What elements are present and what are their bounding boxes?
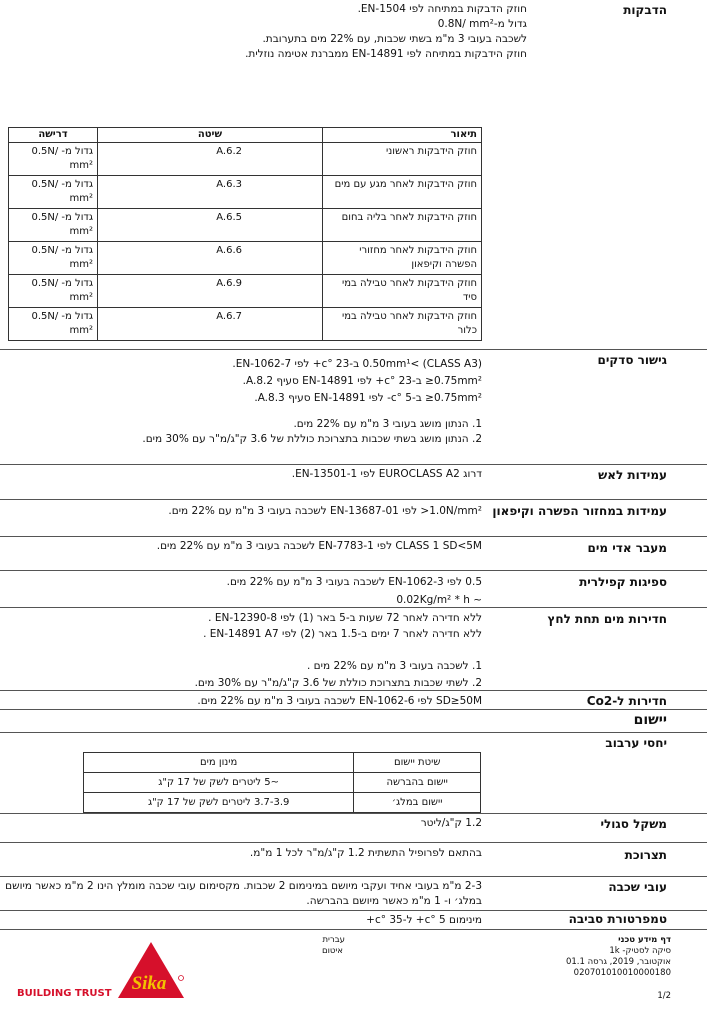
divider — [0, 709, 707, 710]
table-row — [9, 209, 482, 242]
header-method: שיטת יישום — [354, 753, 481, 773]
crack-bridging-line-3: 0.75mm²≤ ב-c° 5- לפי EN-14891 סעיף A.8.3. — [254, 392, 482, 404]
table-row — [9, 176, 482, 209]
row-method: A.6.6 — [98, 242, 323, 275]
adhesion-line-1: חוזק הדבקות במתיחה לפי EN-1504. — [357, 3, 527, 15]
adhesion-line-3: לשכבה בעובי 3 מ"מ בשתי שכבות, עם 22% מים בתערובת. — [262, 33, 527, 45]
divider — [0, 732, 707, 733]
header-req: דרישה — [9, 128, 98, 143]
table-row — [84, 773, 481, 793]
row-method: יישום במלג׳ — [354, 793, 481, 813]
density-label: משקל סגולי — [600, 817, 667, 831]
row-req: גדול מ- 0.5N/ mm² — [9, 209, 98, 242]
ambient-temp-label: טמפרטורת סביבה — [568, 912, 667, 926]
row-method: A.6.2 — [98, 143, 323, 176]
divider — [0, 842, 707, 843]
thickness-line-1: 2-3 מ"מ בעובי אחיד ועקבי מיושם במינימום 2 שכבות. מקסימום עובי שכבה מומלץ הינו 2 מ"מ כאשר מיושם — [5, 880, 482, 892]
row-water: ~5 ליטרים לשק של 17 ק"ג — [84, 773, 354, 793]
fire-label: עמידות לאש — [598, 468, 667, 482]
brand-slogan: BUILDING TRUST — [17, 988, 112, 999]
row-req: גדול מ- 0.5N/ mm² — [9, 176, 98, 209]
thickness-line-2: במלג׳ ו- 1 מ"מ כאשר מיושם בהברשה. — [306, 895, 482, 907]
mixing-ratio-label: יחסי ערבוב — [605, 736, 667, 750]
divider — [0, 813, 707, 814]
fire-text: דרוג EUROCLASS A2 לפי EN-13501-1. — [291, 468, 482, 480]
divider — [0, 349, 707, 350]
table-row — [84, 793, 481, 813]
footer-code: 020701010010000180 — [573, 968, 671, 978]
divider — [0, 570, 707, 571]
header-water: מינון מים — [84, 753, 354, 773]
crack-bridging-note-2: 2. הנתון מושג בשתי שכבות בתצרוכת כוללת של 3.6 ק"ג/מ"ר עם 30% מים. — [142, 433, 482, 445]
co2-label: חדירות ל-Co2 — [586, 694, 667, 708]
divider — [0, 929, 707, 930]
thickness-label: עובי שכבה — [608, 880, 667, 894]
divider — [0, 607, 707, 608]
vapour-label: מעבר אדי מים — [587, 541, 667, 555]
vapour-text: CLASS 1 SD<5M לפי EN-7783-1 לשכבה בעובי 3 מ"מ עם 22% מים. — [156, 540, 482, 552]
water-pressure-line-1: ללא חדירה לאחר 72 שעות ב-5 באר (1) לפי EN-12390-8 . — [208, 612, 482, 624]
row-req: גדול מ- 0.5N/ mm² — [9, 308, 98, 341]
density-text: 1.2 ק"ג/ליטר — [420, 817, 482, 829]
row-method: A.6.3 — [98, 176, 323, 209]
table-row — [9, 242, 482, 275]
row-method: A.6.7 — [98, 308, 323, 341]
row-req: גדול מ- 0.5N/ mm² — [9, 143, 98, 176]
divider — [0, 499, 707, 500]
svg-text:Sika: Sika — [131, 973, 167, 994]
footer-product: סיקה לסטיק- 1k — [609, 946, 671, 956]
table-header-row — [9, 128, 482, 143]
table-row — [9, 275, 482, 308]
application-heading: יישום — [633, 712, 667, 728]
row-method: יישום בהברשה — [354, 773, 481, 793]
water-pressure-line-2: ללא חדירה לאחר 7 ימים ב-1.5 באר (2) לפי EN-14891 A7 . — [203, 628, 482, 640]
header-method: שיטה — [98, 128, 323, 143]
row-water: 3.7-3.9 ליטרים לשק של 17 ק"ג — [84, 793, 354, 813]
divider — [0, 910, 707, 911]
row-method: A.6.5 — [98, 209, 323, 242]
sika-logo-icon — [116, 940, 186, 1000]
capillary-line-1: 0.5 לפי EN-1062-3 לשכבה בעובי 3 מ"מ עם 22% מים. — [226, 576, 482, 588]
water-pressure-note-1: 1. לשכבה בעובי 3 מ"מ עם 22% מים . — [306, 660, 482, 672]
divider — [0, 876, 707, 877]
row-desc: חוזק הידבקות לאחר מחזורי הפשרה וקיפאון — [323, 242, 482, 275]
crack-bridging-label: גישור סדקים — [597, 353, 667, 367]
sika-logo — [116, 940, 186, 1000]
divider — [0, 464, 707, 465]
mixing-ratio-table — [83, 752, 481, 813]
page-number: 1/2 — [657, 991, 671, 1001]
row-desc: חוזק הידבקות ראשוני — [323, 143, 482, 176]
table-row — [9, 308, 482, 341]
row-method: A.6.9 — [98, 275, 323, 308]
freeze-thaw-text: 1.0N/mm²< לפי EN-13687-01 לשכבה בעובי 3 מ"מ עם 22% מים. — [168, 505, 482, 517]
consumption-label: תצרוכת — [624, 848, 667, 862]
row-desc: חוזק הידבקות לאחר טבילה במי סיד — [323, 275, 482, 308]
adhesion-line-4: חוזק הידבקות במתיחה לפי EN-14891 ממברנת אטימה נוזלית. — [245, 48, 527, 60]
row-desc: חוזק הידבקות לאחר בליה בחום — [323, 209, 482, 242]
table-row — [9, 143, 482, 176]
row-req: גדול מ- 0.5N/ mm² — [9, 275, 98, 308]
crack-bridging-line-1: 0.50mm¹< (CLASS A3) ב-c° 23+ לפי EN-1062-7. — [232, 358, 482, 370]
footer-language: עברית — [322, 935, 345, 945]
row-req: גדול מ- 0.5N/ mm² — [9, 242, 98, 275]
adhesion-table — [8, 127, 482, 341]
table-header-row — [84, 753, 481, 773]
consumption-text: בהתאם לפרופיל התשתית 1.2 ק"ג/מ"ר לכל 1 מ"מ. — [249, 847, 482, 859]
divider — [0, 536, 707, 537]
crack-bridging-line-2: 0.75mm²≤ ב-c° 23+ לפי EN-14891 סעיף A.8.2. — [242, 375, 482, 387]
divider — [0, 690, 707, 691]
adhesion-line-2: גדול מ-0.8N/ mm² — [437, 18, 527, 30]
ambient-temp-text: מינימום c° 5+ ל-c° 35+ — [366, 914, 482, 926]
capillary-line-2: ~ 0.02Kg/m² * h — [396, 594, 482, 606]
footer-category: איטום — [321, 946, 343, 956]
header-desc: תיאור — [323, 128, 482, 143]
freeze-thaw-label: עמידות במחזור הפשרה וקיפאון — [492, 504, 667, 518]
footer-date: אוקטובר, 2019, גרסה 01.1 — [565, 957, 671, 967]
crack-bridging-note-1: 1. הנתון מושג בעובי 3 מ"מ עם 22% מים. — [293, 418, 482, 430]
capillary-label: ספיגות קפילרית — [579, 575, 667, 589]
row-desc: חוזק הידבקות לאחר טבילה במי כלור — [323, 308, 482, 341]
co2-text: SD≥50M לפי EN-1062-6 לשכבה בעובי 3 מ"מ עם 22% מים. — [197, 695, 482, 707]
water-pressure-note-2: 2. לשתי שכבות בתצרוכת כוללת של 3.6 ק"ג/מ"ר עם 30% מים. — [194, 677, 482, 689]
footer-doc-title: דף מידע טכני — [618, 935, 671, 945]
water-pressure-label: חדירות מים תחת לחץ — [547, 612, 667, 626]
adhesion-label: הדבקות — [623, 3, 667, 17]
row-desc: חוזק הידבקות לאחר מגע עם מים — [323, 176, 482, 209]
